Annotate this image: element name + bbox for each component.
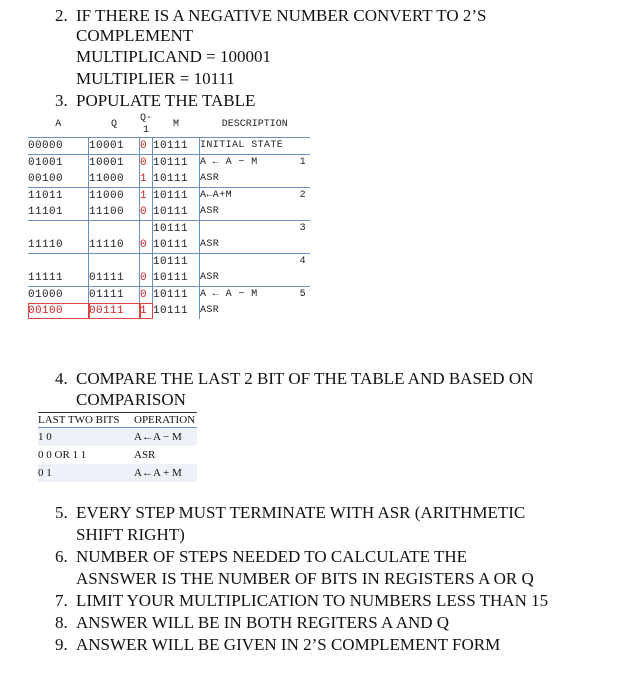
multiplicand-line: MULTIPLICAND = 100001 [76,47,272,66]
step-7-number: 7. [55,591,68,610]
cell-description [200,155,311,172]
step-9-number: 9. [55,635,68,654]
multiplier-line: MULTIPLIER = 10111 [76,69,235,88]
cell-a: 00100 [28,173,64,185]
description-text: ASR [200,305,220,316]
step-8-number: 8. [55,613,68,632]
cell-q-minus-1: 1 [140,188,153,205]
cell-bits: 0 1 [38,464,134,482]
cell-q-minus-1: 0 [140,204,153,221]
table-row [28,171,310,188]
header-q-minus-1: Q-1 [139,113,152,136]
step-number: 4 [299,256,306,267]
cell-description [200,221,311,238]
cell-q [89,254,140,271]
cell-description [200,188,311,205]
step-number: 5 [299,289,306,300]
cell-q: 11000 [89,188,140,205]
cell-description [200,237,311,254]
table-row-final-answer [28,303,310,319]
table-row [28,237,310,254]
cell-m: 10111 [153,155,200,172]
cell-a: 11101 [28,206,64,218]
step-4-text-line-2: COMPARISON [76,390,186,409]
cell-m: 10111 [153,171,200,188]
description-text: A ← A − M [200,157,258,168]
step-9-text: ANSWER WILL BE GIVEN IN 2’S COMPLEMENT FORM [76,635,501,654]
cell-bits: 1 0 [38,428,134,447]
table-row [28,221,310,238]
cell-q: 11110 [89,237,140,254]
step-number: 3 [299,223,306,234]
cell-q: 11100 [89,204,140,221]
header-m: M [153,113,200,138]
table-row [28,155,310,172]
cell-m: 10111 [153,204,200,221]
cell-q-minus-1 [140,221,153,238]
cell-q-minus-1 [140,254,153,271]
cell-a: 11110 [28,239,64,251]
cell-q: 01111 [89,287,140,304]
cell-a: 00000 [28,138,89,155]
cell-q: 11000 [89,171,140,188]
cell-q: 10001 [89,138,140,155]
cell-description [200,270,311,287]
step-3-text: POPULATE THE TABLE [76,91,256,110]
cell-q-minus-1: 1 [140,171,153,188]
description-text: ASR [200,272,220,283]
cell-m: 10111 [153,237,200,254]
step-3-number: 3. [55,91,68,110]
cell-q-minus-1: 1 [140,303,153,319]
table-row [38,446,197,464]
cell-m: 10111 [153,138,200,155]
cell-a [28,221,89,238]
cell-q-minus-1: 0 [140,155,153,172]
step-2-text-line-2: COMPLEMENT [76,26,194,45]
step-8-text: ANSWER WILL BE IN BOTH REGITERS A AND Q [76,613,450,632]
table-row [28,254,310,271]
step-number: 1 [299,157,306,168]
cell-q: 10001 [89,155,140,172]
cell-m: 10111 [153,287,200,304]
step-6-number: 6. [55,547,68,566]
cell-description [200,287,311,304]
cell-m: 10111 [153,303,200,319]
step-4-text-line-1: COMPARE THE LAST 2 BIT OF THE TABLE AND BASED ON [76,369,534,388]
step-number: 2 [299,190,306,201]
cell-operation: ASR [134,449,156,461]
description-text: INITIAL STATE [200,140,284,151]
cell-m: 10111 [153,188,200,205]
cell-operation: A←A + M [134,464,197,482]
cell-m: 10111 [153,254,200,271]
step-5-number: 5. [55,503,68,522]
table-row [38,464,197,482]
description-text: ASR [200,239,220,250]
header-q: Q [89,113,140,138]
cell-q: 01111 [89,270,140,287]
description-text: ASR [200,206,220,217]
step-2-number: 2. [55,6,68,25]
cell-operation: A←A − M [134,428,197,447]
step-5-text-line-2: SHIFT RIGHT) [76,525,185,544]
operations-table [38,412,197,482]
step-7-text: LIMIT YOUR MULTIPLICATION TO NUMBERS LESS THAN 15 [76,591,549,610]
header-a: A [28,113,89,138]
cell-description [200,204,311,221]
cell-a: 11011 [28,188,89,205]
cell-a: 01000 [28,287,89,304]
cell-description [200,138,311,155]
table-row [28,138,310,155]
step-2-text-line-1: IF THERE IS A NEGATIVE NUMBER CONVERT TO 2’S [76,6,487,25]
cell-a: 11111 [28,272,64,284]
cell-description [200,303,311,319]
cell-q-minus-1: 0 [140,270,153,287]
description-text: A←A+M [200,190,233,201]
cell-description [200,254,311,271]
step-6-text-line-1: NUMBER OF STEPS NEEDED TO CALCULATE THE [76,547,468,566]
cell-a [28,254,89,271]
cell-bits: 0 0 OR 1 1 [38,449,87,461]
description-text: A ← A − M [200,289,258,300]
cell-a: 00100 [28,303,89,319]
table-row [38,428,197,447]
table-row [28,287,310,304]
cell-q-minus-1: 0 [140,138,153,155]
header-operation: OPERATION [134,414,196,426]
table-row [28,204,310,221]
cell-q-minus-1: 0 [140,237,153,254]
header-last-two-bits: LAST TWO BITS [38,413,134,428]
cell-a: 01001 [28,155,89,172]
header-description: DESCRIPTION [200,113,311,138]
cell-m: 10111 [153,270,200,287]
cell-q [89,221,140,238]
booth-table [28,113,310,319]
cell-q: 00111 [89,303,140,319]
cell-description [200,171,311,188]
description-text: ASR [200,173,220,184]
cell-m: 10111 [153,221,200,238]
step-5-text-line-1: EVERY STEP MUST TERMINATE WITH ASR (ARITHMETIC [76,503,526,522]
table-row [28,188,310,205]
cell-q-minus-1: 0 [140,287,153,304]
table-row [28,270,310,287]
step-4-number: 4. [55,369,68,388]
step-6-text-line-2: ASNSWER IS THE NUMBER OF BITS IN REGISTERS A OR Q [76,569,534,588]
